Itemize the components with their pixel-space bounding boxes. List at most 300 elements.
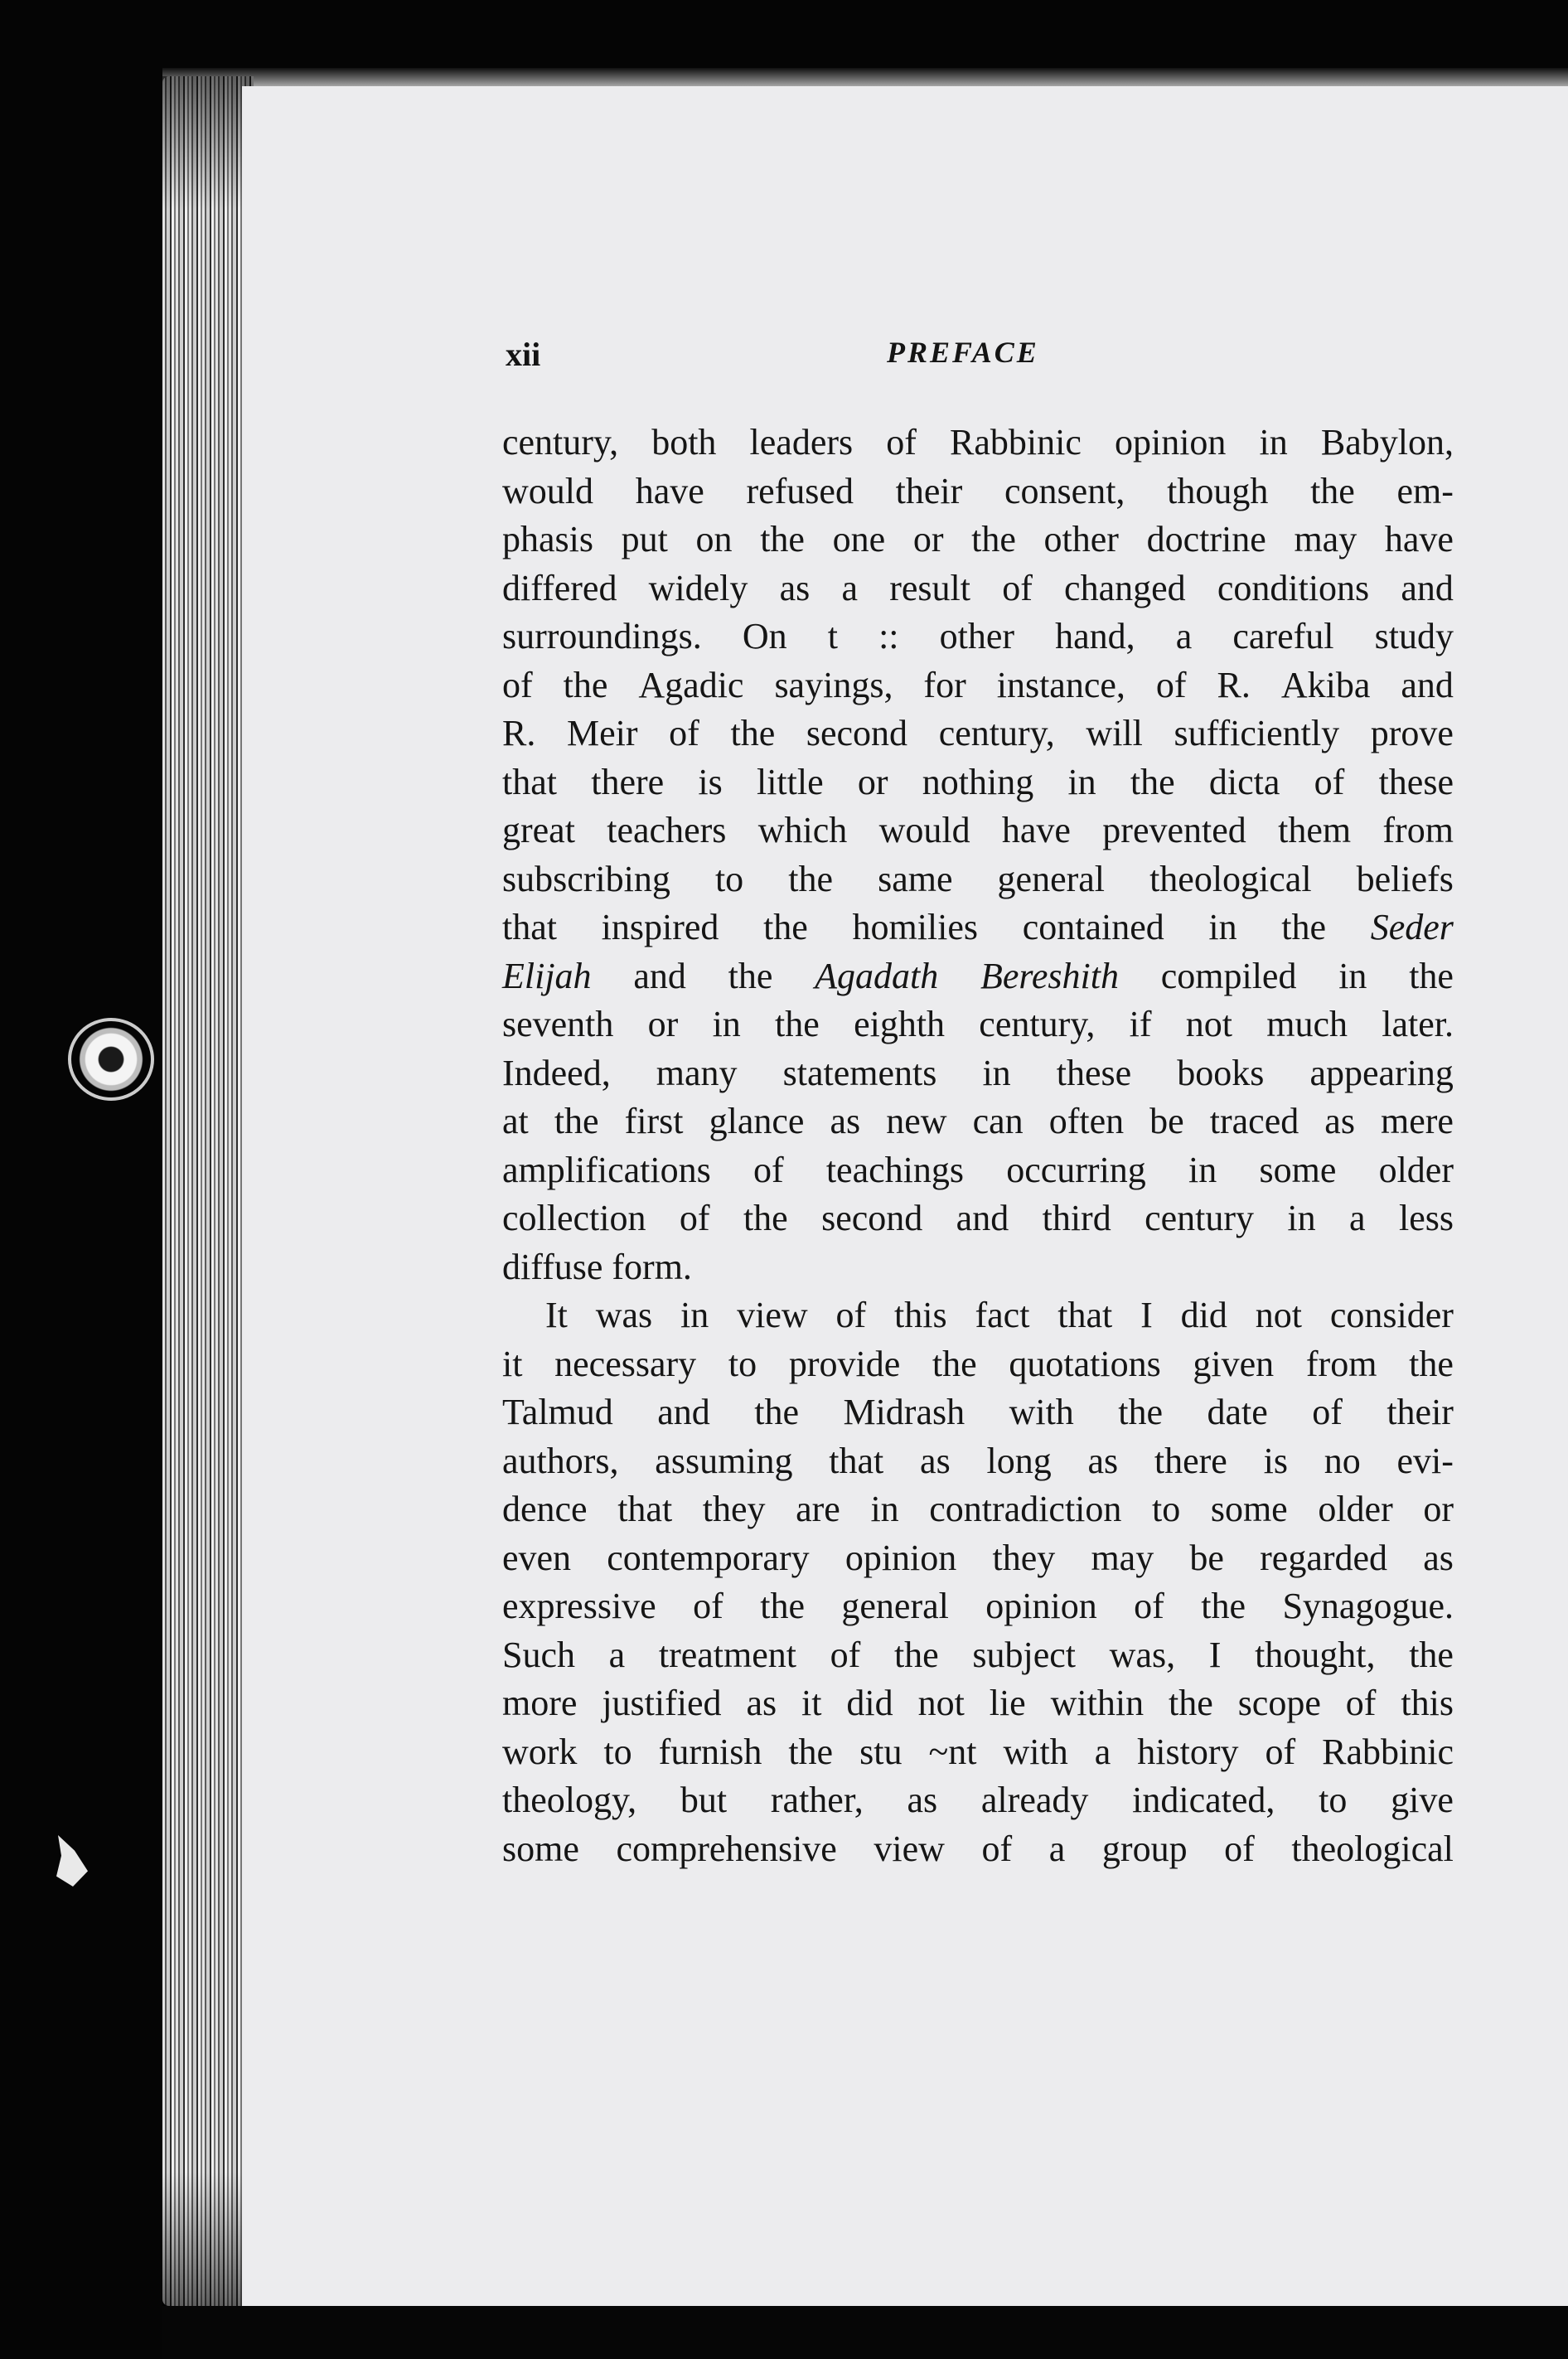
word: prevented bbox=[1102, 810, 1246, 850]
body-text bbox=[502, 419, 1454, 1873]
word: already bbox=[980, 1780, 1089, 1820]
word: have bbox=[635, 470, 704, 511]
stain-mark bbox=[71, 1021, 151, 1097]
word: the bbox=[788, 1731, 834, 1772]
word: with bbox=[1003, 1731, 1068, 1772]
word: great bbox=[502, 810, 575, 850]
word: to bbox=[714, 858, 744, 899]
word: have bbox=[1384, 519, 1454, 559]
word: some bbox=[502, 1828, 579, 1869]
word: much bbox=[1266, 1004, 1348, 1044]
word: to bbox=[728, 1343, 757, 1384]
word: of bbox=[886, 422, 917, 463]
word: other bbox=[939, 616, 1015, 656]
text-line bbox=[502, 1679, 1454, 1728]
word: of bbox=[981, 1828, 1013, 1869]
word: appearing bbox=[1309, 1052, 1454, 1093]
word: the bbox=[763, 907, 808, 947]
text-line bbox=[502, 613, 1454, 661]
word: in bbox=[1259, 422, 1288, 463]
word: the bbox=[554, 1101, 599, 1141]
word: for bbox=[923, 664, 966, 705]
word: century, bbox=[979, 1004, 1096, 1044]
page-number: xii bbox=[506, 336, 541, 373]
text-line bbox=[502, 903, 1454, 952]
word: on bbox=[695, 519, 733, 559]
word: other bbox=[1043, 519, 1119, 559]
word: refused bbox=[746, 470, 854, 511]
text-line bbox=[502, 807, 1454, 855]
word: would bbox=[502, 470, 593, 511]
word: the bbox=[1118, 1392, 1164, 1432]
word: phasis bbox=[502, 519, 593, 559]
word: :: bbox=[878, 616, 899, 656]
text-line bbox=[502, 1388, 1454, 1437]
word: the bbox=[728, 955, 773, 996]
word: did bbox=[846, 1683, 893, 1723]
word: thought, bbox=[1255, 1634, 1376, 1675]
word: is bbox=[698, 761, 723, 802]
text-line bbox=[502, 1243, 1454, 1292]
word: was, bbox=[1109, 1634, 1176, 1675]
word: of bbox=[502, 664, 533, 705]
word: I bbox=[1140, 1295, 1153, 1335]
word: conditions bbox=[1217, 567, 1370, 608]
word: some bbox=[1210, 1489, 1288, 1529]
word: occurring bbox=[1006, 1149, 1146, 1190]
running-head: PREFACE bbox=[887, 336, 1039, 369]
word: indicated, bbox=[1132, 1780, 1275, 1820]
word: their bbox=[1387, 1392, 1454, 1432]
word: of bbox=[1002, 567, 1033, 608]
word: this bbox=[1401, 1683, 1454, 1723]
word: one bbox=[832, 519, 886, 559]
word: they bbox=[702, 1489, 766, 1529]
text-line bbox=[502, 855, 1454, 904]
word: the bbox=[1169, 1683, 1213, 1723]
word: careful bbox=[1232, 616, 1334, 656]
word: that bbox=[617, 1489, 673, 1529]
word: Rabbinic bbox=[1322, 1731, 1454, 1772]
word: the bbox=[971, 519, 1016, 559]
word: older bbox=[1378, 1149, 1454, 1190]
word: It bbox=[545, 1295, 568, 1335]
word: the bbox=[893, 1634, 939, 1675]
word: doctrine bbox=[1146, 519, 1266, 559]
word: long bbox=[986, 1440, 1052, 1481]
word: it bbox=[801, 1683, 822, 1723]
word: quotations bbox=[1009, 1343, 1161, 1384]
word: put bbox=[621, 519, 668, 559]
word: at bbox=[502, 1101, 529, 1141]
word: differed bbox=[502, 567, 617, 608]
word: treatment bbox=[658, 1634, 796, 1675]
word: that bbox=[1057, 1295, 1113, 1335]
word: view bbox=[737, 1295, 808, 1335]
word: beliefs bbox=[1356, 858, 1454, 899]
word: Talmud bbox=[502, 1392, 613, 1432]
word: regarded bbox=[1260, 1537, 1388, 1578]
word: of bbox=[1314, 761, 1345, 802]
word: history bbox=[1137, 1731, 1239, 1772]
word: em- bbox=[1396, 470, 1454, 511]
word: in bbox=[1287, 1198, 1316, 1238]
word: collection bbox=[502, 1198, 646, 1238]
text-line bbox=[502, 1194, 1454, 1243]
page-header bbox=[506, 335, 1459, 385]
word: subject bbox=[972, 1634, 1077, 1675]
word: in bbox=[1188, 1149, 1217, 1190]
word: of bbox=[830, 1634, 861, 1675]
text-line bbox=[502, 1631, 1454, 1680]
word: changed bbox=[1064, 567, 1186, 608]
word: but bbox=[680, 1780, 728, 1820]
word: may bbox=[1091, 1537, 1154, 1578]
word: are bbox=[796, 1489, 840, 1529]
word: their bbox=[895, 470, 963, 511]
word: of bbox=[1345, 1683, 1377, 1723]
word: Rabbinic bbox=[950, 422, 1082, 463]
word: contradiction bbox=[929, 1489, 1122, 1529]
word: these bbox=[1056, 1052, 1132, 1093]
word: glance bbox=[709, 1101, 805, 1141]
text-line bbox=[502, 564, 1454, 613]
word: of bbox=[679, 1198, 710, 1238]
text-line bbox=[502, 1291, 1454, 1340]
word: as bbox=[1324, 1101, 1355, 1141]
word: if bbox=[1129, 1004, 1152, 1044]
word: they bbox=[992, 1537, 1056, 1578]
word: be bbox=[1149, 1101, 1184, 1141]
word: which bbox=[757, 810, 848, 850]
word: little bbox=[756, 761, 824, 802]
word: a bbox=[1175, 616, 1193, 656]
word-run: diffuse form. bbox=[502, 1246, 692, 1287]
word: general bbox=[997, 858, 1106, 899]
word: eighth bbox=[854, 1004, 946, 1044]
word: to bbox=[1152, 1489, 1181, 1529]
word: Midrash bbox=[843, 1392, 965, 1432]
word: from bbox=[1305, 1343, 1377, 1384]
word: result bbox=[889, 567, 970, 608]
word: century, bbox=[938, 713, 1055, 753]
word: the bbox=[760, 519, 805, 559]
text-line bbox=[502, 661, 1454, 710]
word: in bbox=[1208, 907, 1237, 947]
text-line bbox=[502, 1000, 1454, 1049]
word: sayings, bbox=[774, 664, 893, 705]
text-line bbox=[502, 1485, 1454, 1534]
word: there bbox=[1154, 1440, 1227, 1481]
word: Agadic bbox=[638, 664, 744, 705]
word: there bbox=[591, 761, 665, 802]
text-line bbox=[502, 467, 1454, 516]
word: stu bbox=[859, 1731, 903, 1772]
text-line bbox=[502, 1582, 1454, 1631]
word: the bbox=[1409, 1343, 1454, 1384]
word: evi- bbox=[1396, 1440, 1454, 1481]
word: a bbox=[1094, 1731, 1111, 1772]
word: statements bbox=[782, 1052, 937, 1093]
word: is bbox=[1263, 1440, 1288, 1481]
word: provide bbox=[788, 1343, 901, 1384]
word: theology, bbox=[502, 1780, 637, 1820]
word: Synagogue. bbox=[1282, 1586, 1454, 1626]
word: prove bbox=[1370, 713, 1454, 753]
word: consider bbox=[1329, 1295, 1454, 1335]
text-line bbox=[502, 1146, 1454, 1195]
word: general bbox=[841, 1586, 949, 1626]
word: often bbox=[1048, 1101, 1125, 1141]
word: both bbox=[651, 422, 717, 463]
word: traced bbox=[1209, 1101, 1299, 1141]
word: consent, bbox=[1004, 470, 1125, 511]
word: century, bbox=[502, 422, 619, 463]
word: teachers bbox=[607, 810, 727, 850]
word: seventh bbox=[502, 1004, 614, 1044]
word: a bbox=[1048, 1828, 1066, 1869]
word: justified bbox=[602, 1683, 722, 1723]
word: expressive bbox=[502, 1586, 656, 1626]
word: widely bbox=[648, 567, 748, 608]
word: rather, bbox=[770, 1780, 864, 1820]
word: Bereshith bbox=[980, 955, 1119, 996]
word: though bbox=[1167, 470, 1269, 511]
word: homilies bbox=[852, 907, 979, 947]
word: and bbox=[1401, 567, 1454, 608]
word: the bbox=[730, 713, 776, 753]
word: sufficiently bbox=[1174, 713, 1340, 753]
word: R. bbox=[502, 713, 536, 753]
word: it bbox=[502, 1343, 523, 1384]
word: as bbox=[907, 1780, 938, 1820]
word: R. bbox=[1217, 664, 1251, 705]
word: third bbox=[1042, 1198, 1111, 1238]
word: in bbox=[1338, 955, 1367, 996]
word: compiled bbox=[1160, 955, 1297, 996]
word: contained bbox=[1022, 907, 1164, 947]
margin-mark bbox=[55, 1835, 88, 1887]
word: from bbox=[1382, 810, 1454, 850]
word: given bbox=[1193, 1343, 1275, 1384]
word: this bbox=[894, 1295, 947, 1335]
word: Seder bbox=[1370, 907, 1454, 947]
word: dicta bbox=[1208, 761, 1280, 802]
word: that bbox=[502, 907, 557, 947]
word: work bbox=[502, 1731, 578, 1772]
word: and bbox=[657, 1392, 710, 1432]
word: contemporary bbox=[607, 1537, 810, 1578]
word: the bbox=[754, 1392, 799, 1432]
word: hand, bbox=[1055, 616, 1135, 656]
word: the bbox=[788, 858, 834, 899]
word: comprehensive bbox=[616, 1828, 837, 1869]
word: the bbox=[775, 1004, 820, 1044]
word: dence bbox=[502, 1489, 588, 1529]
word: scope bbox=[1237, 1683, 1321, 1723]
word: opinion bbox=[985, 1586, 1097, 1626]
word: of bbox=[1155, 664, 1187, 705]
word: opinion bbox=[844, 1537, 957, 1578]
word: a bbox=[841, 567, 859, 608]
word: Indeed, bbox=[502, 1052, 611, 1093]
word: of bbox=[1134, 1586, 1164, 1626]
word: subscribing bbox=[502, 858, 670, 899]
word: Such bbox=[502, 1634, 575, 1675]
word: may bbox=[1294, 519, 1357, 559]
word: second bbox=[821, 1198, 923, 1238]
word: the bbox=[932, 1343, 977, 1384]
word: opinion bbox=[1114, 422, 1227, 463]
word: in bbox=[982, 1052, 1011, 1093]
word: less bbox=[1398, 1198, 1454, 1238]
word: date bbox=[1207, 1392, 1268, 1432]
word: the bbox=[1281, 907, 1327, 947]
text-line bbox=[502, 1825, 1454, 1874]
word: first bbox=[624, 1101, 684, 1141]
text-line bbox=[502, 952, 1454, 1001]
word: of bbox=[1224, 1828, 1255, 1869]
word: even bbox=[502, 1537, 572, 1578]
text-line bbox=[502, 1049, 1454, 1098]
word: will bbox=[1086, 713, 1143, 753]
word: in bbox=[680, 1295, 709, 1335]
word: of bbox=[1265, 1731, 1296, 1772]
word: did bbox=[1180, 1295, 1227, 1335]
word: authors, bbox=[502, 1440, 619, 1481]
word: to bbox=[603, 1731, 632, 1772]
text-line bbox=[502, 1340, 1454, 1389]
word: inspired bbox=[601, 907, 719, 947]
word: the bbox=[760, 1586, 805, 1626]
word: Elijah bbox=[502, 955, 592, 996]
word: surroundings. bbox=[502, 616, 702, 656]
word: the bbox=[743, 1198, 788, 1238]
word: amplifications bbox=[502, 1149, 711, 1190]
word: lie bbox=[989, 1683, 1026, 1723]
word: theological bbox=[1149, 858, 1312, 899]
text-line bbox=[502, 1437, 1454, 1486]
word: On bbox=[742, 616, 787, 656]
text-line bbox=[502, 516, 1454, 564]
word: to bbox=[1319, 1780, 1348, 1820]
word: in bbox=[870, 1489, 899, 1529]
word: study bbox=[1374, 616, 1454, 656]
word: books bbox=[1177, 1052, 1265, 1093]
word: some bbox=[1259, 1149, 1337, 1190]
word: of bbox=[693, 1586, 724, 1626]
text-line bbox=[502, 1097, 1454, 1146]
word: the bbox=[563, 664, 608, 705]
word: with bbox=[1009, 1392, 1074, 1432]
word: was bbox=[595, 1295, 653, 1335]
word: as bbox=[746, 1683, 777, 1723]
word: a bbox=[1349, 1198, 1366, 1238]
text-line bbox=[502, 419, 1454, 467]
word: or bbox=[647, 1004, 679, 1044]
word: assuming bbox=[655, 1440, 793, 1481]
word: or bbox=[912, 519, 944, 559]
text-line bbox=[502, 710, 1454, 758]
word: of bbox=[1312, 1392, 1343, 1432]
word: and bbox=[633, 955, 686, 996]
word: Babylon, bbox=[1320, 422, 1454, 463]
word: of bbox=[669, 713, 699, 753]
word: them bbox=[1278, 810, 1352, 850]
word: the bbox=[1310, 470, 1355, 511]
word: Agadath bbox=[815, 955, 939, 996]
word: teachings bbox=[825, 1149, 964, 1190]
word: Akiba bbox=[1280, 664, 1371, 705]
word: same bbox=[878, 858, 953, 899]
word: the bbox=[1409, 955, 1454, 996]
word: as bbox=[830, 1101, 861, 1141]
word: as bbox=[779, 567, 811, 608]
word: be bbox=[1189, 1537, 1224, 1578]
word: the bbox=[1130, 761, 1175, 802]
word: not bbox=[1255, 1295, 1302, 1335]
word: a bbox=[608, 1634, 626, 1675]
word: within bbox=[1050, 1683, 1145, 1723]
word: can bbox=[972, 1101, 1024, 1141]
word: no bbox=[1324, 1440, 1361, 1481]
word: theological bbox=[1291, 1828, 1454, 1869]
word: nothing bbox=[922, 761, 1034, 802]
word: group bbox=[1101, 1828, 1188, 1869]
word: instance, bbox=[996, 664, 1125, 705]
word: or bbox=[1423, 1489, 1454, 1529]
word: that bbox=[829, 1440, 884, 1481]
text-line bbox=[502, 1728, 1454, 1777]
word: would bbox=[878, 810, 970, 850]
word: second bbox=[806, 713, 908, 753]
word: later. bbox=[1382, 1004, 1454, 1044]
word: view bbox=[874, 1828, 945, 1869]
word: many bbox=[656, 1052, 738, 1093]
text-line bbox=[502, 1534, 1454, 1583]
word: and bbox=[1401, 664, 1454, 705]
word: more bbox=[502, 1683, 578, 1723]
word: as bbox=[1087, 1440, 1119, 1481]
word: have bbox=[1001, 810, 1071, 850]
word: and bbox=[956, 1198, 1009, 1238]
word: give bbox=[1391, 1780, 1454, 1820]
word: in bbox=[712, 1004, 741, 1044]
word: not bbox=[1185, 1004, 1232, 1044]
word: fact bbox=[975, 1295, 1030, 1335]
word: of bbox=[835, 1295, 867, 1335]
word: as bbox=[1423, 1537, 1454, 1578]
word: as bbox=[920, 1440, 951, 1481]
word: the bbox=[1201, 1586, 1246, 1626]
word: in bbox=[1067, 761, 1096, 802]
word: or bbox=[857, 761, 888, 802]
word: Meir bbox=[567, 713, 638, 753]
word: furnish bbox=[658, 1731, 762, 1772]
word: that bbox=[502, 761, 557, 802]
word: not bbox=[917, 1683, 965, 1723]
word: mere bbox=[1381, 1101, 1454, 1141]
word: the bbox=[1409, 1634, 1454, 1675]
text-line bbox=[502, 1776, 1454, 1825]
word: of bbox=[753, 1149, 784, 1190]
page-bottom-shadow bbox=[162, 2306, 1568, 2359]
word: ~nt bbox=[928, 1731, 977, 1772]
word: these bbox=[1378, 761, 1454, 802]
word: leaders bbox=[749, 422, 854, 463]
word: older bbox=[1318, 1489, 1393, 1529]
text-line bbox=[502, 758, 1454, 807]
